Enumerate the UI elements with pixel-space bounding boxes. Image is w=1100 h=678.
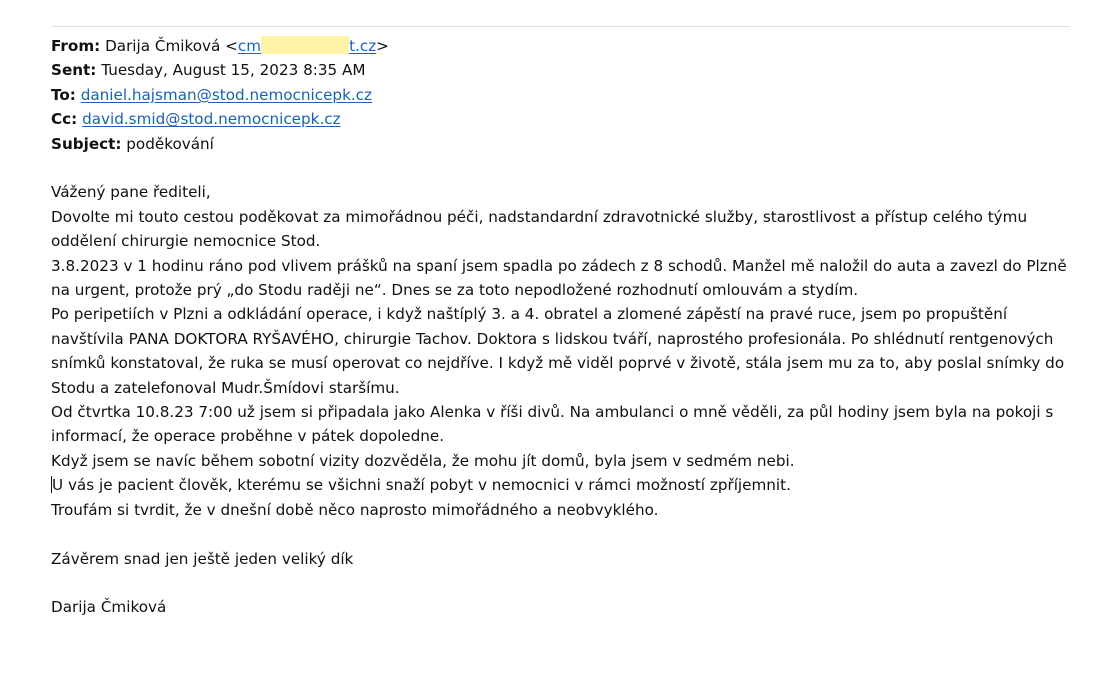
to-row [51,83,1071,107]
from-name: Darija Čmiková [105,37,221,55]
signature: Darija Čmiková [51,598,167,617]
redaction-highlight [261,36,349,54]
body-paragraph: Po peripetiích v Plzni a odkládání operace, i když naštíplý 3. a 4. obratel a zlomené zápěstí na pravé ruce, jsem po propuštění navštívila PANA DOKTORA RYŠAVÉHO, chirurgie Tachov. Doktora s lidskou tváří, naprostého profesionála. Po shlédnutí rentgenových snímků konstatoval, že ruka se musí operovat co nejdříve. I když mě viděl poprvé v životě, stála jsem mu za to, aby poslal snímky do Stodu a zatelefonoval Mudr.Šmídovi staršímu. [51,305,1065,397]
cc-row [51,107,1071,131]
body-paragraph: 3.8.2023 v 1 hodinu ráno pod vlivem prášků na spaní jsem spadla po zádech z 8 schodů. Manžel mě naložil do auta a zavezl do Plzně na urgent, protože prý „do Stodu raději ne“. Dnes se za toto nepodložené rozhodnutí omlouvám a stydím. [51,256,1067,300]
from-row [51,34,1071,58]
closing-line: Závěrem snad jen ještě jeden veliký dík [51,549,354,568]
body-paragraph: Když jsem se navíc během sobotní vizity dozvěděla, že mohu jít domů, byla jsem v sedmém nebi. [51,451,795,470]
to-label: To: [51,85,76,104]
from-email-open: < [225,37,238,55]
body-paragraph: Troufám si tvrdit, že v dnešní době něco naprosto mimořádného a neobvyklého. [51,500,659,519]
blank-line [51,571,1071,595]
subject-label: Subject: [51,134,122,153]
blank-line [51,522,1071,546]
sent-row [51,58,1071,82]
from-email-end: t.cz [349,37,377,55]
from-email-close: > [376,37,389,55]
from-email-link[interactable] [238,37,376,55]
cc-label: Cc: [51,110,78,129]
sent-value: Tuesday, August 15, 2023 8:35 AM [101,61,366,80]
body-paragraph: Od čtvrtka 10.8.23 7:00 už jsem si připadala jako Alenka v říši divů. Na ambulanci o mně věděli, za půl hodiny jsem byla na pokoji s informací, že operace proběhne v pátek dopoledne. [51,403,1054,446]
body-paragraph: Dovolte mi touto cestou poděkovat za mimořádnou péči, nadstandardní zdravotnické služby, starostlivost a přístup celého týmu oddělení chirurgie nemocnice Stod. [51,207,1028,251]
body-paragraph-text: U vás je pacient člověk, kterému se všichni snaží pobyt v nemocnici v rámci možností zpříjemnit. [52,476,791,495]
subject-row [51,132,1071,156]
header-divider [51,26,1070,27]
subject-value: poděkování [126,134,214,153]
from-email-start: cm [237,37,262,55]
sent-label: Sent: [51,61,97,80]
to-email-link[interactable]: daniel.hajsman@stod.nemocnicepk.cz [80,85,373,104]
greeting-line: Vážený pane řediteli, [51,183,211,202]
email-message [51,34,1071,620]
cc-email-link[interactable]: david.smid@stod.nemocnicepk.cz [82,110,341,129]
email-body [51,180,1071,619]
from-label: From: [51,37,101,55]
body-paragraph-with-caret [51,473,1071,497]
